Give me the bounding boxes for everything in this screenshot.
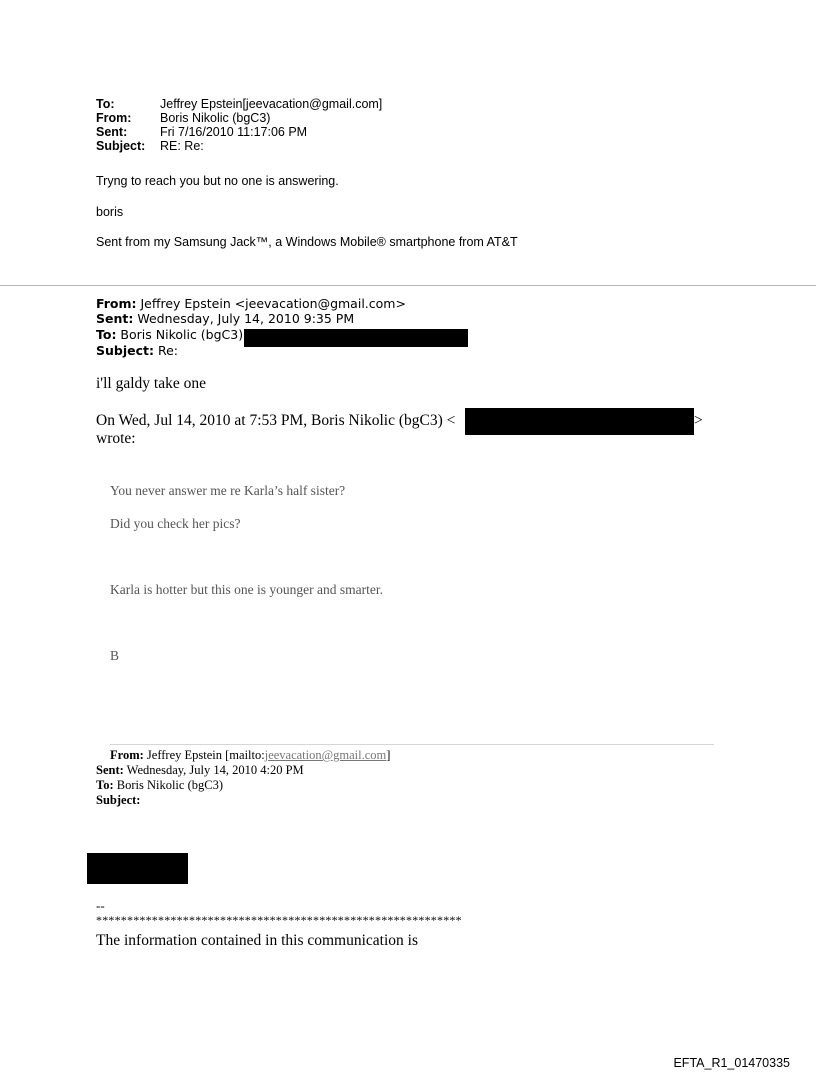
header-value: RE: Re: [160,139,204,153]
to-label: To: [96,778,114,792]
email2-from-row [96,296,406,311]
wrote-label: wrote: [96,430,136,447]
email3-sent-row [96,763,304,777]
sent-label: Sent: [96,311,134,326]
quoted-line: Karla is hotter but this one is younger and smarter. [110,582,383,597]
email2-to-row [96,327,243,342]
quote-divider [110,744,714,745]
email3-subject-row [96,793,140,807]
header-sent-row [96,125,307,139]
header-value: Boris Nikolic (bgC3) [160,111,271,125]
quoted-line: Did you check her pics? [110,516,241,531]
header-value: Jeffrey Epstein[jeevacation@gmail.com] [160,97,383,111]
email1-sent-from: Sent from my Samsung Jack™, a Windows Mobile® smartphone from AT&T [96,235,518,249]
email3-to-row [96,778,223,792]
sent-value: Wednesday, July 14, 2010 9:35 PM [133,311,355,326]
on-wrote-prefix: On Wed, Jul 14, 2010 at 7:53 PM, Boris Nikolic (bgC3) < [96,412,456,429]
email1-body: Tryng to reach you but no one is answering. [96,174,339,188]
signature-dashes: -- [96,898,105,913]
redaction-block [87,853,188,884]
mailto-link[interactable]: jeevacation@gmail.com [264,748,387,762]
header-label: Subject: [96,139,146,153]
redaction-block [244,329,468,347]
email2-sent-row [96,311,354,326]
email1-signature: boris [96,205,124,219]
header-label: Sent: [96,125,128,139]
header-to-row [96,97,382,111]
divider [0,285,816,286]
header-subject-row [96,139,204,153]
subject-value: Re: [154,343,178,358]
quoted-line: B [110,648,120,663]
star-separator: *********************************************************** [96,913,462,927]
from-label: From: [110,748,144,762]
email2-body: i'll galdy take one [96,375,206,392]
email3-from-row [110,748,390,762]
sent-label: Sent: [96,763,124,777]
confidentiality-notice: The information contained in this communication is [96,932,418,949]
header-label: To: [96,97,115,111]
header-value: Fri 7/16/2010 11:17:06 PM [160,125,308,139]
from-label: From: [96,296,137,311]
from-value: Jeffrey Epstein [mailto: [143,748,265,762]
email2-subject-row [96,343,178,358]
redaction-block [465,408,694,435]
on-wrote-line [96,412,455,430]
to-value: Boris Nikolic (bgC3) [116,327,244,342]
document-id: EFTA_R1_01470335 [673,1056,790,1070]
subject-label: Subject: [96,343,154,358]
header-from-row [96,111,270,125]
from-close: ] [386,748,391,762]
quoted-line: You never answer me re Karla’s half sister? [110,483,346,498]
to-value: Boris Nikolic (bgC3) [113,778,223,792]
sent-value: Wednesday, July 14, 2010 4:20 PM [123,763,304,777]
header-label: From: [96,111,132,125]
subject-label: Subject: [96,793,141,807]
to-label: To: [96,327,117,342]
from-value: Jeffrey Epstein <jeevacation@gmail.com> [136,296,406,311]
on-wrote-suffix: > [694,412,703,429]
